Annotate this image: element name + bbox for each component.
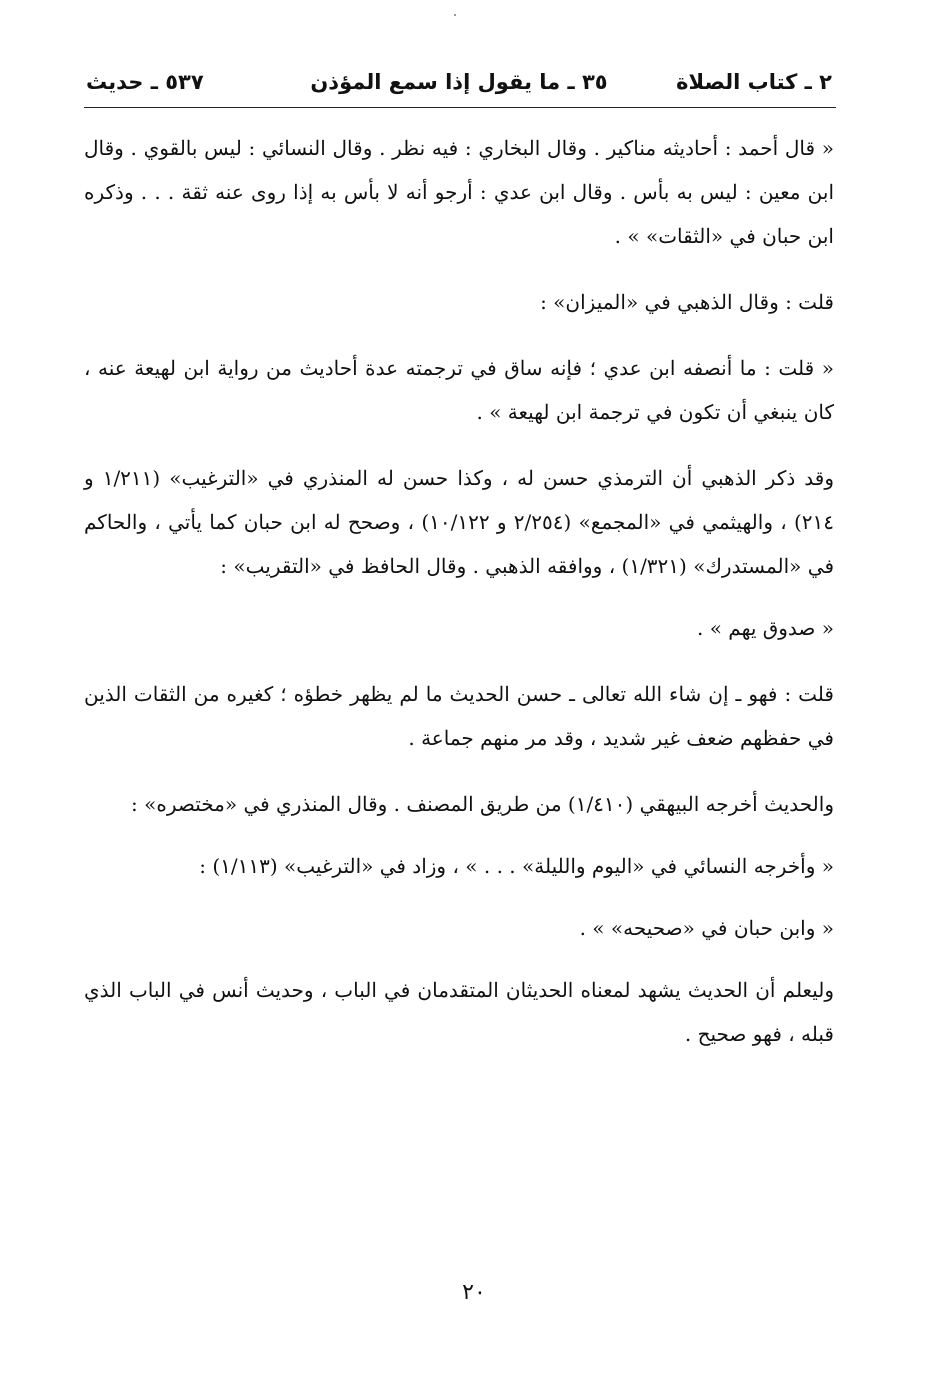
page-header — [84, 66, 834, 106]
header-section: ٣٥ ـ ما يقول إذا سمع المؤذن — [310, 70, 608, 94]
paragraph-verdict: قلت : فهو ـ إن شاء الله تعالى ـ حسن الحديث ما لم يظهر خطؤه ؛ كغيره من الثقات الذين في حفظهم ضعف غير شديد ، وقد مر منهم جماعة . — [84, 682, 834, 750]
paragraph-authentication: وقد ذكر الذهبي أن الترمذي حسن له ، وكذا حسن له المنذري في «الترغيب» (١/٢١١ و ٢١٤) ، والهيثمي في «المجمع» (٢/٢٥٤ و ١٠/١٢٢) ، وصحح له ابن حبان كما يأتي ، والحاكم في «المستدرك» (١/٣٢١) ، ووافقه الذهبي . وقال الحافظ في «التقريب» : — [84, 466, 835, 578]
paragraph-taqrib-quote: « صدوق يهم » . — [696, 616, 834, 640]
paragraph-narrators-quote: « قال أحمد : أحاديثه مناكير . وقال البخاري : فيه نظر . وقال النسائي : ليس بالقوي . وقال ابن معين : ليس به بأس . وقال ابن عدي : أرجو أنه لا بأس به إذا روى عنه ثقة . . . وذكره ابن حبان في «الثقات» » . — [84, 136, 834, 248]
header-rule — [84, 107, 836, 108]
paragraph-nasai-quote: « وأخرجه النسائي في «اليوم والليلة» . . . » ، وزاد في «الترغيب» (١/١١٣) : — [199, 854, 834, 878]
scan-mark — [454, 14, 456, 16]
page-number: ٢٠ — [462, 1280, 486, 1305]
paragraph-bayhaqi: والحديث أخرجه البيهقي (١/٤١٠) من طريق المصنف . وقال المنذري في «مختصره» : — [131, 792, 834, 816]
paragraph-dhahabi-quote: « قلت : ما أنصفه ابن عدي ؛ فإنه ساق في ترجمته عدة أحاديث من رواية ابن لهيعة عنه ، كان ينبغي أن تكون في ترجمة ابن لهيعة » . — [84, 356, 834, 424]
header-chapter: ٢ ـ كتاب الصلاة — [676, 70, 832, 94]
page-body — [84, 126, 834, 1078]
paragraph-dhahabi-intro: قلت : وقال الذهبي في «الميزان» : — [540, 290, 834, 314]
header-hadith-number: ٥٣٧ ـ حديث — [86, 70, 204, 94]
paragraph-conclusion: وليعلم أن الحديث يشهد لمعناه الحديثان المتقدمان في الباب ، وحديث أنس في الباب الذي قبله ، فهو صحيح . — [84, 978, 834, 1046]
paragraph-ibn-hibban-quote: « وابن حبان في «صحيحه» » . — [579, 916, 834, 940]
